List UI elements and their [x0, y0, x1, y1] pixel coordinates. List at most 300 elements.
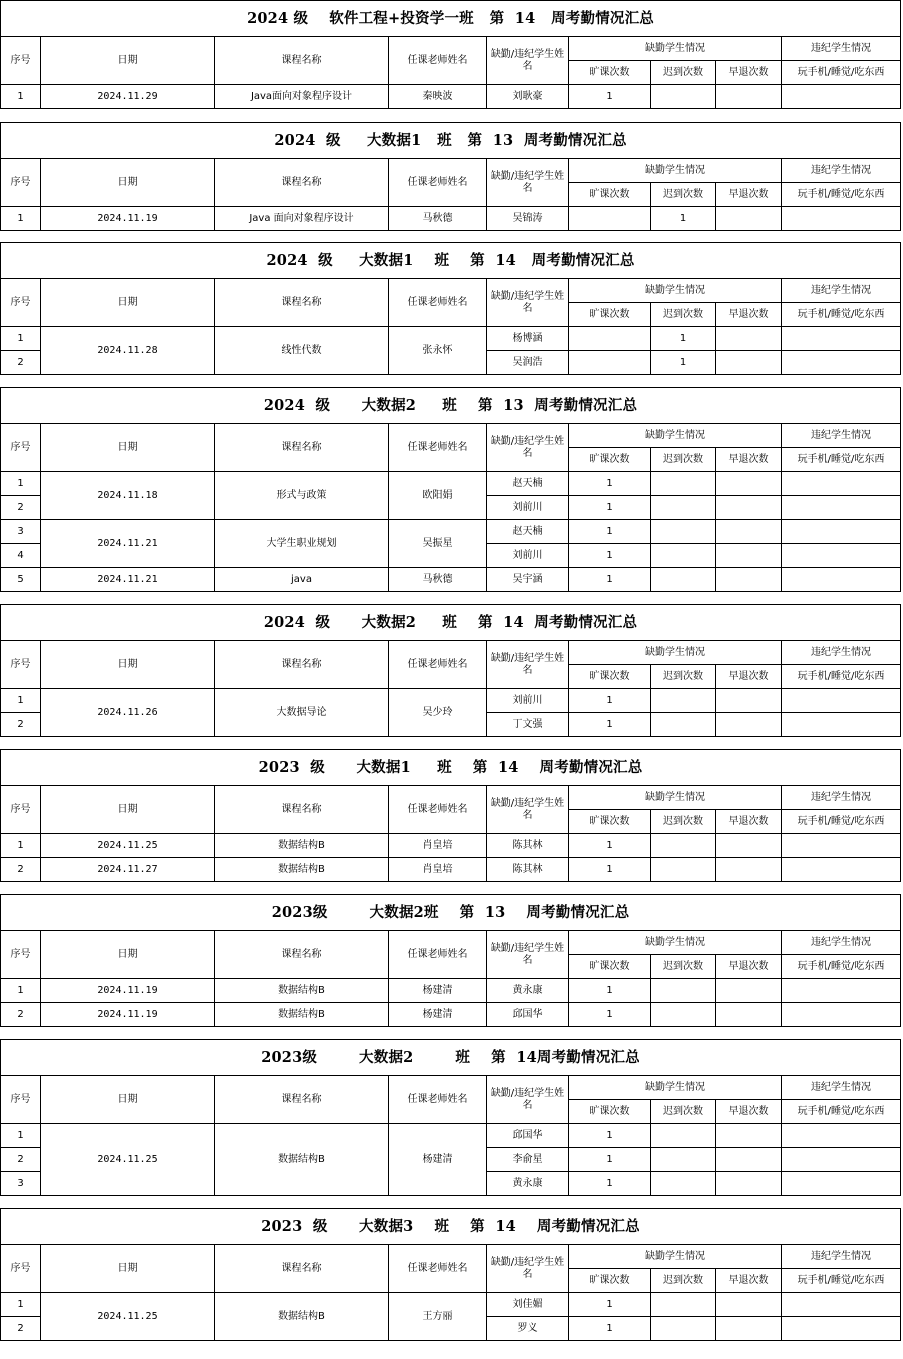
header-student: 缺勤/违纪学生姓名 — [487, 641, 569, 689]
header-teacher: 任课老师姓名 — [389, 159, 487, 207]
header-date: 日期 — [41, 931, 215, 979]
attendance-table — [0, 387, 901, 592]
cell-early — [716, 207, 782, 231]
cell-misconduct — [782, 1003, 901, 1027]
header-course: 课程名称 — [215, 1245, 389, 1293]
cell-date: 2024.11.27 — [41, 858, 215, 882]
header-absence-group: 缺勤学生情况 — [569, 641, 782, 665]
section-title-row — [1, 750, 901, 786]
section-title-row — [1, 1040, 901, 1076]
cell-date: 2024.11.25 — [41, 834, 215, 858]
cell-seq: 1 — [1, 327, 41, 351]
cell-teacher: 吴少玲 — [389, 689, 487, 737]
cell-truancy: 1 — [569, 1317, 651, 1341]
header-late: 迟到次数 — [651, 183, 716, 207]
cell-misconduct — [782, 472, 901, 496]
cell-teacher: 王方丽 — [389, 1293, 487, 1341]
cell-early — [716, 568, 782, 592]
header-early: 早退次数 — [716, 183, 782, 207]
header-misconduct: 玩手机/睡觉/吃东西 — [782, 665, 901, 689]
header-course: 课程名称 — [215, 159, 389, 207]
header-teacher: 任课老师姓名 — [389, 931, 487, 979]
section-title: 2024 级 大数据2 班 第 14 周考勤情况汇总 — [1, 605, 901, 641]
table-row — [1, 520, 901, 544]
header-truancy: 旷课次数 — [569, 61, 651, 85]
header-misconduct: 玩手机/睡觉/吃东西 — [782, 955, 901, 979]
header-date: 日期 — [41, 786, 215, 834]
section-title-row — [1, 123, 901, 159]
cell-late — [651, 496, 716, 520]
cell-student: 刘前川 — [487, 544, 569, 568]
header-date: 日期 — [41, 1245, 215, 1293]
cell-early — [716, 472, 782, 496]
cell-truancy — [569, 351, 651, 375]
header-early: 早退次数 — [716, 955, 782, 979]
cell-seq: 1 — [1, 207, 41, 231]
cell-seq: 1 — [1, 834, 41, 858]
attendance-section — [0, 1208, 900, 1341]
cell-seq: 1 — [1, 1293, 41, 1317]
cell-seq: 2 — [1, 1148, 41, 1172]
attendance-section — [0, 242, 900, 375]
header-seq: 序号 — [1, 1245, 41, 1293]
cell-truancy: 1 — [569, 1124, 651, 1148]
cell-seq: 3 — [1, 1172, 41, 1196]
cell-seq: 2 — [1, 351, 41, 375]
header-course: 课程名称 — [215, 1076, 389, 1124]
cell-early — [716, 1317, 782, 1341]
table-row — [1, 568, 901, 592]
header-truancy: 旷课次数 — [569, 448, 651, 472]
table-row — [1, 85, 901, 109]
header-student: 缺勤/违纪学生姓名 — [487, 786, 569, 834]
cell-late: 1 — [651, 207, 716, 231]
cell-teacher: 杨建清 — [389, 1003, 487, 1027]
section-title-row — [1, 1, 901, 37]
cell-misconduct — [782, 327, 901, 351]
header-absence-group: 缺勤学生情况 — [569, 1076, 782, 1100]
cell-truancy: 1 — [569, 544, 651, 568]
cell-student: 刘前川 — [487, 496, 569, 520]
cell-teacher: 吴振星 — [389, 520, 487, 568]
header-misconduct: 玩手机/睡觉/吃东西 — [782, 1100, 901, 1124]
header-absence-group: 缺勤学生情况 — [569, 279, 782, 303]
cell-late — [651, 1124, 716, 1148]
cell-truancy: 1 — [569, 568, 651, 592]
header-row — [1, 159, 901, 183]
cell-seq: 2 — [1, 858, 41, 882]
header-seq: 序号 — [1, 424, 41, 472]
cell-student: 黄永康 — [487, 979, 569, 1003]
table-row — [1, 1124, 901, 1148]
header-truancy: 旷课次数 — [569, 665, 651, 689]
cell-late — [651, 544, 716, 568]
attendance-section — [0, 0, 900, 109]
cell-truancy: 1 — [569, 1172, 651, 1196]
cell-date: 2024.11.19 — [41, 207, 215, 231]
header-late: 迟到次数 — [651, 61, 716, 85]
cell-course: 线性代数 — [215, 327, 389, 375]
header-discipline-group: 违纪学生情况 — [782, 279, 901, 303]
cell-student: 赵天楠 — [487, 520, 569, 544]
header-absence-group: 缺勤学生情况 — [569, 159, 782, 183]
cell-early — [716, 713, 782, 737]
cell-misconduct — [782, 351, 901, 375]
cell-teacher: 杨建清 — [389, 979, 487, 1003]
header-discipline-group: 违纪学生情况 — [782, 159, 901, 183]
cell-student: 赵天楠 — [487, 472, 569, 496]
cell-student: 李俞星 — [487, 1148, 569, 1172]
table-row — [1, 858, 901, 882]
cell-truancy: 1 — [569, 1148, 651, 1172]
header-truancy: 旷课次数 — [569, 1100, 651, 1124]
header-early: 早退次数 — [716, 810, 782, 834]
cell-student: 杨博涵 — [487, 327, 569, 351]
header-student: 缺勤/违纪学生姓名 — [487, 931, 569, 979]
header-discipline-group: 违纪学生情况 — [782, 931, 901, 955]
cell-seq: 1 — [1, 85, 41, 109]
attendance-table — [0, 242, 901, 375]
header-discipline-group: 违纪学生情况 — [782, 37, 901, 61]
cell-truancy: 1 — [569, 858, 651, 882]
header-absence-group: 缺勤学生情况 — [569, 424, 782, 448]
cell-late — [651, 520, 716, 544]
cell-misconduct — [782, 1148, 901, 1172]
cell-student: 吴润浩 — [487, 351, 569, 375]
cell-seq: 2 — [1, 496, 41, 520]
attendance-section — [0, 387, 900, 592]
attendance-table — [0, 604, 901, 737]
table-row — [1, 689, 901, 713]
cell-truancy: 1 — [569, 520, 651, 544]
header-absence-group: 缺勤学生情况 — [569, 931, 782, 955]
header-date: 日期 — [41, 37, 215, 85]
header-misconduct: 玩手机/睡觉/吃东西 — [782, 1269, 901, 1293]
attendance-section — [0, 894, 900, 1027]
cell-misconduct — [782, 520, 901, 544]
cell-course: 大学生职业规划 — [215, 520, 389, 568]
attendance-section — [0, 1039, 900, 1196]
section-title-row — [1, 243, 901, 279]
cell-date: 2024.11.25 — [41, 1124, 215, 1196]
header-teacher: 任课老师姓名 — [389, 279, 487, 327]
section-title-row — [1, 1209, 901, 1245]
header-early: 早退次数 — [716, 61, 782, 85]
cell-teacher: 张永怀 — [389, 327, 487, 375]
header-student: 缺勤/违纪学生姓名 — [487, 279, 569, 327]
cell-early — [716, 1124, 782, 1148]
header-teacher: 任课老师姓名 — [389, 37, 487, 85]
header-absence-group: 缺勤学生情况 — [569, 1245, 782, 1269]
header-seq: 序号 — [1, 37, 41, 85]
header-student: 缺勤/违纪学生姓名 — [487, 424, 569, 472]
header-course: 课程名称 — [215, 931, 389, 979]
header-early: 早退次数 — [716, 303, 782, 327]
cell-early — [716, 689, 782, 713]
cell-misconduct — [782, 85, 901, 109]
header-misconduct: 玩手机/睡觉/吃东西 — [782, 448, 901, 472]
header-truancy: 旷课次数 — [569, 955, 651, 979]
header-discipline-group: 违纪学生情况 — [782, 786, 901, 810]
header-seq: 序号 — [1, 279, 41, 327]
cell-date: 2024.11.19 — [41, 1003, 215, 1027]
attendance-section — [0, 604, 900, 737]
cell-late — [651, 1293, 716, 1317]
cell-seq: 1 — [1, 472, 41, 496]
section-title: 2024 级 大数据1 班 第 13 周考勤情况汇总 — [1, 123, 901, 159]
cell-course: Java 面向对象程序设计 — [215, 207, 389, 231]
header-early: 早退次数 — [716, 448, 782, 472]
cell-late — [651, 568, 716, 592]
cell-early — [716, 496, 782, 520]
cell-date: 2024.11.21 — [41, 568, 215, 592]
cell-course: 大数据导论 — [215, 689, 389, 737]
cell-early — [716, 834, 782, 858]
header-row — [1, 931, 901, 955]
cell-late — [651, 713, 716, 737]
cell-teacher: 肖皇培 — [389, 834, 487, 858]
header-row — [1, 641, 901, 665]
table-row — [1, 1293, 901, 1317]
header-misconduct: 玩手机/睡觉/吃东西 — [782, 183, 901, 207]
cell-seq: 3 — [1, 520, 41, 544]
header-truancy: 旷课次数 — [569, 303, 651, 327]
attendance-table — [0, 0, 901, 109]
header-discipline-group: 违纪学生情况 — [782, 1076, 901, 1100]
header-date: 日期 — [41, 1076, 215, 1124]
cell-seq: 1 — [1, 1124, 41, 1148]
cell-student: 刘耿豪 — [487, 85, 569, 109]
cell-late: 1 — [651, 327, 716, 351]
cell-early — [716, 1003, 782, 1027]
cell-date: 2024.11.21 — [41, 520, 215, 568]
cell-misconduct — [782, 568, 901, 592]
header-teacher: 任课老师姓名 — [389, 1076, 487, 1124]
section-title-row — [1, 895, 901, 931]
cell-misconduct — [782, 713, 901, 737]
cell-early — [716, 1293, 782, 1317]
cell-misconduct — [782, 544, 901, 568]
cell-misconduct — [782, 858, 901, 882]
header-misconduct: 玩手机/睡觉/吃东西 — [782, 303, 901, 327]
header-teacher: 任课老师姓名 — [389, 1245, 487, 1293]
cell-misconduct — [782, 979, 901, 1003]
cell-seq: 2 — [1, 1003, 41, 1027]
cell-student: 丁文强 — [487, 713, 569, 737]
cell-teacher: 马秋德 — [389, 207, 487, 231]
cell-late — [651, 85, 716, 109]
cell-early — [716, 85, 782, 109]
header-late: 迟到次数 — [651, 1269, 716, 1293]
header-student: 缺勤/违纪学生姓名 — [487, 37, 569, 85]
cell-student: 吴锦涛 — [487, 207, 569, 231]
header-row — [1, 279, 901, 303]
header-truancy: 旷课次数 — [569, 183, 651, 207]
header-truancy: 旷课次数 — [569, 1269, 651, 1293]
header-late: 迟到次数 — [651, 303, 716, 327]
cell-late — [651, 1148, 716, 1172]
cell-seq: 5 — [1, 568, 41, 592]
header-seq: 序号 — [1, 931, 41, 979]
cell-date: 2024.11.29 — [41, 85, 215, 109]
cell-student: 陈其林 — [487, 858, 569, 882]
header-teacher: 任课老师姓名 — [389, 641, 487, 689]
attendance-section — [0, 122, 900, 231]
header-seq: 序号 — [1, 1076, 41, 1124]
attendance-section — [0, 749, 900, 882]
cell-course: 数据结构B — [215, 979, 389, 1003]
cell-student: 黄永康 — [487, 1172, 569, 1196]
header-discipline-group: 违纪学生情况 — [782, 1245, 901, 1269]
header-early: 早退次数 — [716, 665, 782, 689]
cell-teacher: 秦映波 — [389, 85, 487, 109]
cell-truancy: 1 — [569, 979, 651, 1003]
header-course: 课程名称 — [215, 424, 389, 472]
header-student: 缺勤/违纪学生姓名 — [487, 1076, 569, 1124]
header-discipline-group: 违纪学生情况 — [782, 424, 901, 448]
header-teacher: 任课老师姓名 — [389, 424, 487, 472]
cell-truancy: 1 — [569, 834, 651, 858]
cell-truancy: 1 — [569, 496, 651, 520]
header-late: 迟到次数 — [651, 665, 716, 689]
cell-early — [716, 544, 782, 568]
header-early: 早退次数 — [716, 1100, 782, 1124]
cell-early — [716, 520, 782, 544]
section-title: 2023级 大数据2 班 第 14周考勤情况汇总 — [1, 1040, 901, 1076]
cell-teacher: 杨建清 — [389, 1124, 487, 1196]
header-row — [1, 424, 901, 448]
table-row — [1, 207, 901, 231]
cell-course: 数据结构B — [215, 858, 389, 882]
cell-misconduct — [782, 496, 901, 520]
cell-early — [716, 327, 782, 351]
cell-date: 2024.11.18 — [41, 472, 215, 520]
section-title: 2023 级 大数据1 班 第 14 周考勤情况汇总 — [1, 750, 901, 786]
cell-truancy: 1 — [569, 1293, 651, 1317]
table-row — [1, 327, 901, 351]
attendance-table — [0, 894, 901, 1027]
cell-course: 形式与政策 — [215, 472, 389, 520]
header-discipline-group: 违纪学生情况 — [782, 641, 901, 665]
header-course: 课程名称 — [215, 279, 389, 327]
section-title-row — [1, 605, 901, 641]
cell-late — [651, 1317, 716, 1341]
cell-seq: 2 — [1, 1317, 41, 1341]
attendance-table — [0, 1039, 901, 1196]
header-row — [1, 1076, 901, 1100]
cell-date: 2024.11.28 — [41, 327, 215, 375]
header-date: 日期 — [41, 424, 215, 472]
header-course: 课程名称 — [215, 641, 389, 689]
section-title: 2024 级 大数据1 班 第 14 周考勤情况汇总 — [1, 243, 901, 279]
header-course: 课程名称 — [215, 37, 389, 85]
header-student: 缺勤/违纪学生姓名 — [487, 159, 569, 207]
cell-early — [716, 858, 782, 882]
cell-early — [716, 979, 782, 1003]
cell-late — [651, 1003, 716, 1027]
cell-early — [716, 1148, 782, 1172]
cell-teacher: 马秋德 — [389, 568, 487, 592]
cell-date: 2024.11.19 — [41, 979, 215, 1003]
cell-late — [651, 472, 716, 496]
cell-student: 刘前川 — [487, 689, 569, 713]
cell-seq: 1 — [1, 979, 41, 1003]
cell-truancy — [569, 207, 651, 231]
header-seq: 序号 — [1, 786, 41, 834]
header-late: 迟到次数 — [651, 955, 716, 979]
cell-truancy: 1 — [569, 689, 651, 713]
cell-course: java — [215, 568, 389, 592]
header-late: 迟到次数 — [651, 1100, 716, 1124]
cell-course: Java面向对象程序设计 — [215, 85, 389, 109]
cell-seq: 4 — [1, 544, 41, 568]
header-misconduct: 玩手机/睡觉/吃东西 — [782, 61, 901, 85]
cell-truancy: 1 — [569, 713, 651, 737]
table-row — [1, 1003, 901, 1027]
cell-student: 刘佳媚 — [487, 1293, 569, 1317]
cell-student: 邱国华 — [487, 1003, 569, 1027]
attendance-table — [0, 1208, 901, 1341]
header-early: 早退次数 — [716, 1269, 782, 1293]
header-date: 日期 — [41, 279, 215, 327]
cell-course: 数据结构B — [215, 1293, 389, 1341]
section-title: 2024 级 软件工程+投资学一班 第 14 周考勤情况汇总 — [1, 1, 901, 37]
cell-late — [651, 858, 716, 882]
cell-truancy: 1 — [569, 85, 651, 109]
table-row — [1, 472, 901, 496]
header-course: 课程名称 — [215, 786, 389, 834]
cell-student: 吴宇涵 — [487, 568, 569, 592]
header-student: 缺勤/违纪学生姓名 — [487, 1245, 569, 1293]
cell-early — [716, 351, 782, 375]
cell-student: 邱国华 — [487, 1124, 569, 1148]
cell-teacher: 欧阳娟 — [389, 472, 487, 520]
header-seq: 序号 — [1, 159, 41, 207]
table-row — [1, 979, 901, 1003]
header-row — [1, 37, 901, 61]
header-late: 迟到次数 — [651, 810, 716, 834]
cell-date: 2024.11.25 — [41, 1293, 215, 1341]
section-title: 2023 级 大数据3 班 第 14 周考勤情况汇总 — [1, 1209, 901, 1245]
cell-misconduct — [782, 1317, 901, 1341]
cell-late — [651, 1172, 716, 1196]
header-date: 日期 — [41, 641, 215, 689]
cell-early — [716, 1172, 782, 1196]
attendance-table — [0, 749, 901, 882]
cell-teacher: 肖皇培 — [389, 858, 487, 882]
header-absence-group: 缺勤学生情况 — [569, 786, 782, 810]
cell-misconduct — [782, 834, 901, 858]
cell-student: 陈其林 — [487, 834, 569, 858]
cell-misconduct — [782, 1172, 901, 1196]
cell-misconduct — [782, 1293, 901, 1317]
attendance-table — [0, 122, 901, 231]
cell-course: 数据结构B — [215, 1124, 389, 1196]
cell-course: 数据结构B — [215, 1003, 389, 1027]
cell-late: 1 — [651, 351, 716, 375]
cell-seq: 1 — [1, 689, 41, 713]
header-absence-group: 缺勤学生情况 — [569, 37, 782, 61]
section-title: 2024 级 大数据2 班 第 13 周考勤情况汇总 — [1, 388, 901, 424]
cell-date: 2024.11.26 — [41, 689, 215, 737]
header-late: 迟到次数 — [651, 448, 716, 472]
section-title: 2023级 大数据2班 第 13 周考勤情况汇总 — [1, 895, 901, 931]
header-seq: 序号 — [1, 641, 41, 689]
header-date: 日期 — [41, 159, 215, 207]
cell-seq: 2 — [1, 713, 41, 737]
cell-misconduct — [782, 1124, 901, 1148]
header-misconduct: 玩手机/睡觉/吃东西 — [782, 810, 901, 834]
